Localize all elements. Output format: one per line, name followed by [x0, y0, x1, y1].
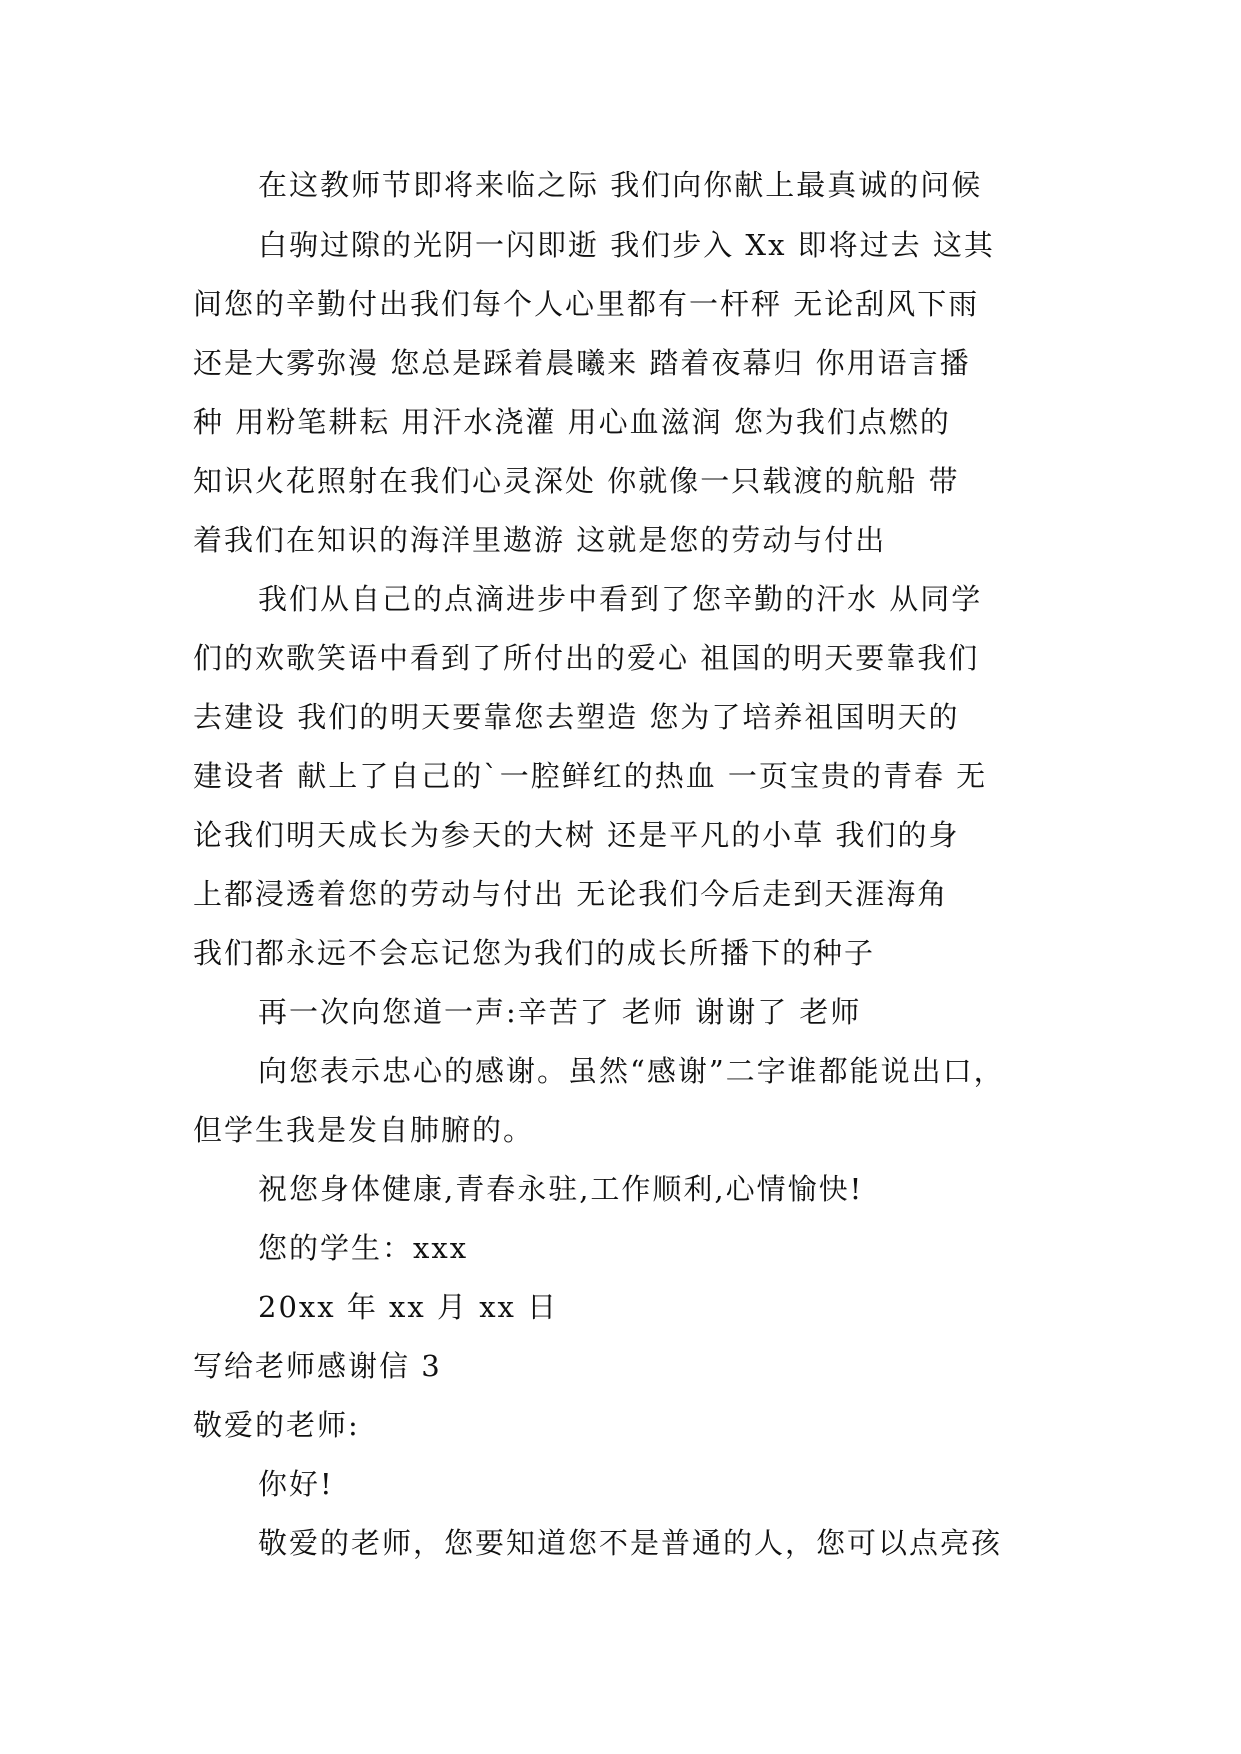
paragraph-line: 敬爱的老师，您要知道您不是普通的人，您可以点亮孩: [258, 1526, 1003, 1560]
paragraph-line: 我们从自己的点滴进步中看到了您辛勤的汗水 从同学: [258, 582, 983, 616]
paragraph-line: 论我们明天成长为参天的大树 还是平凡的小草 我们的身: [193, 818, 960, 852]
paragraph-line: 着我们在知识的海洋里遨游 这就是您的劳动与付出: [193, 523, 887, 557]
paragraph-line: 去建设 我们的明天要靠您去塑造 您为了培养祖国明天的: [193, 700, 960, 734]
date-line: 20xx 年 xx 月 xx 日: [258, 1290, 559, 1324]
greeting-line: 你好!: [258, 1467, 334, 1501]
paragraph-line: 我们都永远不会忘记您为我们的成长所播下的种子: [193, 936, 876, 970]
section-heading: 写给老师感谢信 3: [193, 1349, 442, 1383]
signature-line: 您的学生：xxx: [258, 1231, 469, 1265]
paragraph-line: 再一次向您道一声:辛苦了 老师 谢谢了 老师: [258, 995, 862, 1029]
paragraph-line: 还是大雾弥漫 您总是踩着晨曦来 踏着夜幕归 你用语言播: [193, 346, 971, 380]
paragraph-line: 建设者 献上了自己的`一腔鲜红的热血 一页宝贵的青春 无: [193, 759, 988, 793]
paragraph-line: 间您的辛勤付出我们每个人心里都有一杆秤 无论刮风下雨: [193, 287, 980, 321]
salutation-line: 敬爱的老师:: [193, 1408, 360, 1442]
paragraph-line: 在这教师节即将来临之际 我们向你献上最真诚的问候: [258, 168, 983, 202]
paragraph-line: 但学生我是发自肺腑的。: [193, 1113, 535, 1147]
paragraph-line: 祝您身体健康,青春永驻,工作顺利,心情愉快!: [258, 1172, 864, 1206]
paragraph-line: 们的欢歌笑语中看到了所付出的爱心 祖国的明天要靠我们: [193, 641, 980, 675]
paragraph-line: 上都浸透着您的劳动与付出 无论我们今后走到天涯海角: [193, 877, 949, 911]
paragraph-line: 向您表示忠心的感谢。虽然“感谢”二字谁都能说出口，: [258, 1054, 1005, 1088]
paragraph-line: 白驹过隙的光阴一闪即逝 我们步入 Xx 即将过去 这其: [258, 228, 995, 262]
paragraph-line: 知识火花照射在我们心灵深处 你就像一只载渡的航船 带: [193, 464, 960, 498]
paragraph-line: 种 用粉笔耕耘 用汗水浇灌 用心血滋润 您为我们点燃的: [193, 405, 951, 439]
